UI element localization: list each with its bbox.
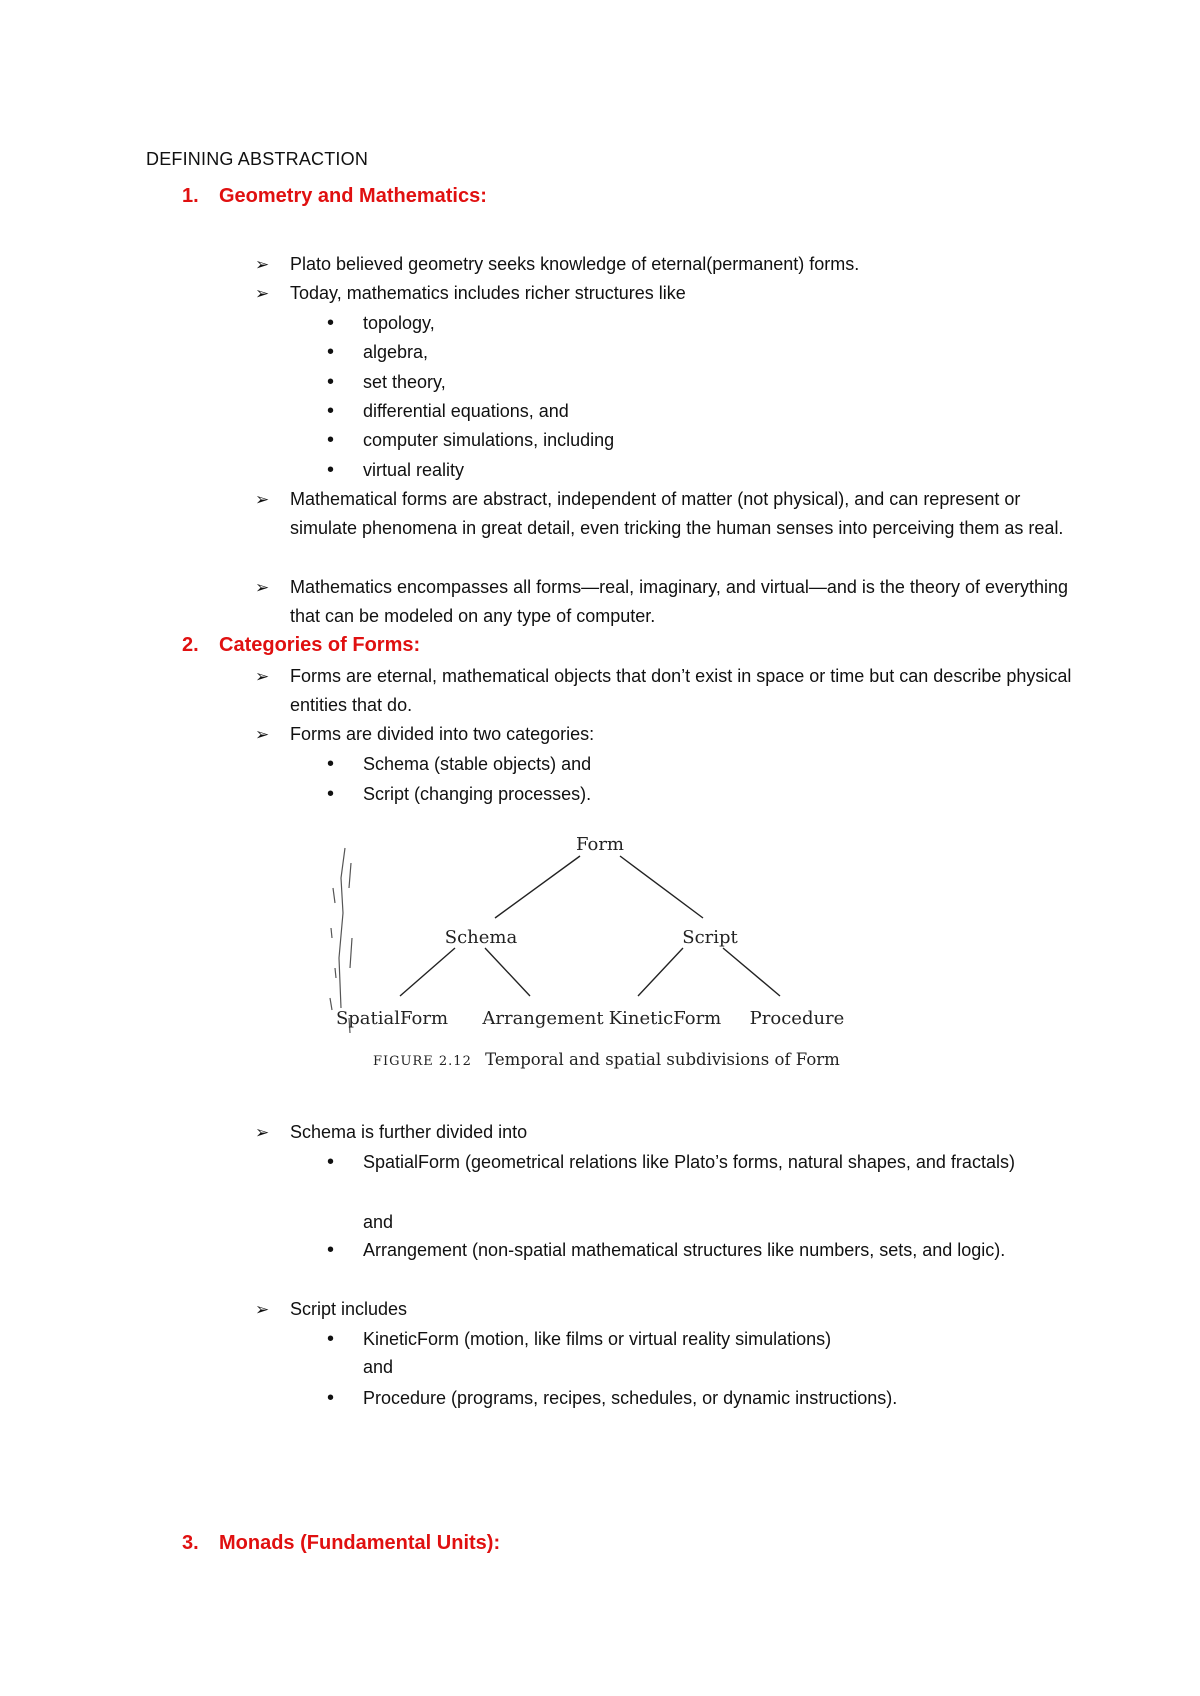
arrowhead-bullet-icon: ➢	[255, 255, 270, 274]
round-bullet-icon: •	[327, 429, 335, 451]
round-bullet-icon: •	[327, 753, 335, 775]
round-bullet-icon: •	[327, 1328, 335, 1350]
round-bullet-icon: •	[327, 312, 335, 334]
round-bullet-icon: •	[327, 1387, 335, 1409]
list-item: • set theory,	[323, 368, 1063, 397]
round-bullet-icon: •	[327, 400, 335, 422]
section-title: Geometry and Mathematics:	[219, 185, 487, 207]
node-spatialform: SpatialForm	[335, 1008, 449, 1029]
node-schema: Schema	[444, 927, 518, 948]
list-item: ➢ Schema is further divided into	[255, 1118, 1085, 1147]
section-number: 3.	[182, 1532, 199, 1554]
list-item: ➢ Mathematics encompasses all forms—real, imaginary, and virtual—and is the theory of everything that can be modeled on any type of computer.	[255, 573, 1085, 631]
arrowhead-bullet-icon: ➢	[255, 725, 270, 744]
connector-word: and	[363, 1357, 394, 1377]
section-title: Categories of Forms:	[219, 634, 421, 656]
arrowhead-bullet-icon: ➢	[255, 284, 270, 303]
list-item: • differential equations, and	[323, 397, 1063, 426]
arrowhead-bullet-icon: ➢	[255, 490, 270, 509]
figure-caption-label: FIGURE 2.12	[373, 1054, 472, 1069]
list-item: • Schema (stable objects) and	[323, 750, 1063, 779]
list-item: • Arrangement (non-spatial mathematical structures like numbers, sets, and logic).	[323, 1236, 1063, 1265]
section-title: Monads (Fundamental Units):	[219, 1532, 501, 1554]
node-script: Script	[682, 927, 738, 948]
node-procedure: Procedure	[749, 1008, 845, 1029]
hand-drawn-scribble	[330, 848, 352, 1033]
document-title: DEFINING ABSTRACTION	[146, 149, 369, 169]
round-bullet-icon: •	[327, 371, 335, 393]
figure-caption-text: Temporal and spatial subdivisions of Form	[485, 1050, 840, 1069]
node-form: Form	[575, 834, 625, 855]
arrowhead-bullet-icon: ➢	[255, 1300, 270, 1319]
tree-connectors	[400, 856, 780, 996]
form-hierarchy-figure	[305, 818, 900, 1083]
list-item: • virtual reality	[323, 456, 1063, 485]
connector-word: and	[363, 1212, 394, 1232]
list-item: • KineticForm (motion, like films or virtual reality simulations)	[323, 1325, 1063, 1354]
arrowhead-bullet-icon: ➢	[255, 1123, 270, 1142]
round-bullet-icon: •	[327, 1239, 335, 1261]
list-item: ➢ Today, mathematics includes richer structures like	[255, 279, 1085, 308]
round-bullet-icon: •	[327, 783, 335, 805]
round-bullet-icon: •	[327, 459, 335, 481]
list-item: ➢ Plato believed geometry seeks knowledge of eternal(permanent) forms.	[255, 250, 1085, 279]
node-kineticform: KineticForm	[608, 1008, 722, 1029]
arrowhead-bullet-icon: ➢	[255, 578, 270, 597]
list-item: ➢ Script includes	[255, 1295, 1085, 1324]
figure-caption	[373, 1050, 840, 1069]
arrowhead-bullet-icon: ➢	[255, 667, 270, 686]
list-item: • Script (changing processes).	[323, 780, 1063, 809]
node-arrangement: Arrangement	[482, 1008, 604, 1029]
list-item: • algebra,	[323, 338, 1063, 367]
list-item: • SpatialForm (geometrical relations like Plato’s forms, natural shapes, and fractals)	[323, 1148, 1063, 1177]
section-number: 1.	[182, 185, 199, 207]
round-bullet-icon: •	[327, 1151, 335, 1173]
list-item: ➢ Forms are divided into two categories:	[255, 720, 1085, 749]
list-item: • computer simulations, including	[323, 426, 1063, 455]
list-item: ➢ Mathematical forms are abstract, independent of matter (not physical), and can represent or simulate phenomena in great detail, even tricking the human senses into perceiving them as real.	[255, 485, 1085, 543]
list-item: • Procedure (programs, recipes, schedules, or dynamic instructions).	[323, 1384, 1063, 1413]
round-bullet-icon: •	[327, 341, 335, 363]
section-number: 2.	[182, 634, 199, 656]
list-item: ➢ Forms are eternal, mathematical objects that don’t exist in space or time but can describe physical entities that do.	[255, 662, 1085, 720]
list-item: • topology,	[323, 309, 1063, 338]
